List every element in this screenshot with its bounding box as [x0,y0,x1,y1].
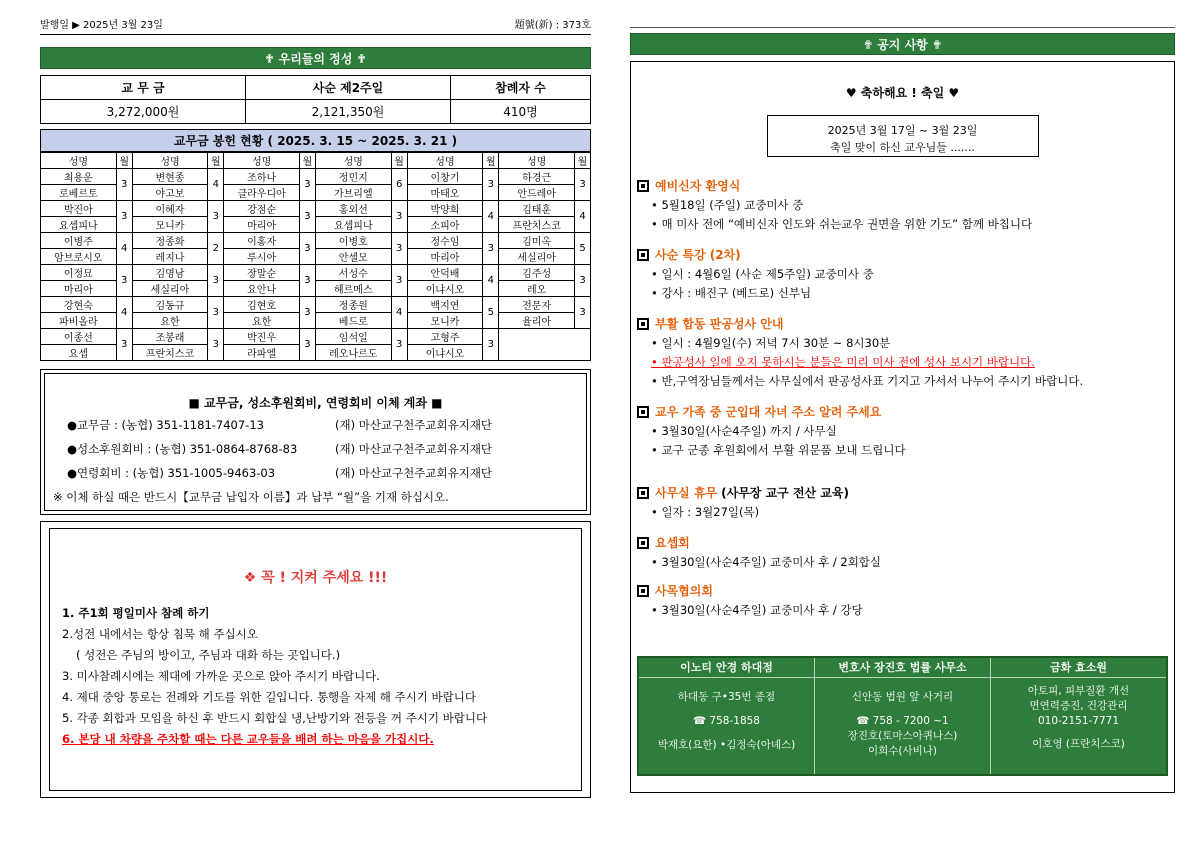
donor-korean-name: 홍외선 [315,201,391,217]
donor-baptismal-name: 레오나르도 [315,345,391,361]
donor-korean-name: 정종원 [315,297,391,313]
donor-korean-name: 서성수 [315,265,391,281]
congrats-title: ♥ 축하해요 ! 축일 ♥ [845,86,960,100]
donor-korean-name: 최용운 [41,169,117,185]
donor-baptismal-name: 요셉 [41,345,117,361]
notice-item: • 매 미사 전에 “예비신자 인도와 쉬는교우 권면을 위한 기도” 함께 바칩니다 [651,217,1033,231]
donor-baptismal-name: 파비올라 [41,313,117,329]
donor-baptismal-name: 레오 [499,281,575,297]
account-line: ●교무금 : (농협) 351-1181-7407-13 (재) 마산교구천주교회유지재단 [67,418,493,432]
donor-korean-name: 이정묘 [41,265,117,281]
notice-bar: ✟ 공지 사항 ✟ [630,33,1175,55]
donor-korean-name: 백지연 [407,297,483,313]
donor-korean-name: 김미옥 [499,233,575,249]
donor-month: 3 [299,329,315,361]
donor-month: 3 [116,169,132,201]
donor-korean-name: 임석일 [315,329,391,345]
donor-name-head: 성명 [224,153,300,169]
notice-item: • 일자 : 3월27일(목) [651,505,760,519]
donor-month: 3 [208,201,224,233]
donor-korean-name: 강점순 [224,201,300,217]
left-page [40,14,591,798]
donor-baptismal-name: 암브로시오 [41,249,117,265]
notice-item: • 강사 : 배진구 (베드로) 신부님 [651,286,812,300]
right-page [630,27,1175,793]
donor-korean-name: 박양희 [407,201,483,217]
notice-item: • 3월30일(사순4주일) 교중미사 후 / 2회합실 [651,555,882,569]
account-title: ■ 교무금, 성소후원회비, 연령회비 이체 계좌 ■ [188,396,443,410]
donor-month: 3 [116,329,132,361]
notice-item: • 3월30일(사순4주일) 교중미사 후 / 강당 [651,603,863,617]
donor-month-head: 월 [208,153,224,169]
notice-section-title: 예비신자 환영식 [637,177,1174,194]
header-divider [40,34,591,35]
donor-baptismal-name: 클라우디아 [224,185,300,201]
donor-baptismal-name: 모니카 [132,217,208,233]
donor-name-head: 성명 [499,153,575,169]
donor-baptismal-name: 세실리아 [499,249,575,265]
donor-month: 3 [299,233,315,265]
square-bullet-icon [637,487,649,499]
issue-number: 題號(新) : 373호 [514,20,591,31]
notice-section [637,484,1174,520]
donor-korean-name: 변현종 [132,169,208,185]
notice-section [637,177,1174,232]
donor-baptismal-name: 라파엘 [224,345,300,361]
donor-korean-name: 이병주 [41,233,117,249]
notice-section [637,246,1174,301]
donor-baptismal-name: 야고보 [132,185,208,201]
donor-korean-name: 정민지 [315,169,391,185]
donor-baptismal-name: 요한 [224,313,300,329]
congrats-text: 축일 맞이 하신 교우님들 ....... [830,141,975,154]
donor-month: 3 [299,265,315,297]
ad-block: 변호사 장진호 법률 사무소 신안동 법원 앞 사거리 ☎ 758 - 7200 ~1 장진호(토마스아퀴나스) 이희수(사비나) [815,658,991,774]
notice-item: • 3월30일(사순4주일) 까지 / 사무실 [651,424,837,438]
donor-month: 4 [208,169,224,201]
ad-block: 금화 효소원 아토피, 피부질환 개선 면연력증진, 건강관리 010-2151-7771 이호영 (프란치스코) [991,658,1166,774]
donor-baptismal-name: 이냐시오 [407,345,483,361]
rule-item: 3. 미사참례시에는 제대에 가까운 곳으로 앉아 주시기 바랍니다. [62,669,380,683]
notice-section-title: 교우 가족 중 군입대 자녀 주소 알려 주세요 [637,403,1174,420]
donor-month-head: 월 [483,153,499,169]
donor-baptismal-name: 프란치스코 [132,345,208,361]
donor-month: 4 [483,201,499,233]
donor-month: 6 [391,169,407,201]
donor-korean-name: 조하나 [224,169,300,185]
notice-section-title: 사목협의회 [637,582,1174,599]
donor-baptismal-name: 안셀모 [315,249,391,265]
donor-korean-name: 조봉래 [132,329,208,345]
donor-month: 3 [391,265,407,297]
donor-korean-name: 박진우 [224,329,300,345]
square-bullet-icon [637,585,649,597]
congrats-box [767,115,1039,157]
donor-month: 3 [575,297,591,329]
donor-baptismal-name: 율리아 [499,313,575,329]
donor-month: 3 [483,169,499,201]
donor-korean-name: 이창기 [407,169,483,185]
notice-frame [630,61,1175,793]
donor-month-head: 월 [299,153,315,169]
donor-korean-name: 이병호 [315,233,391,249]
donor-month: 3 [391,233,407,265]
bulletin-header [40,14,591,31]
donor-korean-name: 김주성 [499,265,575,281]
donor-month: 3 [116,201,132,233]
donor-month: 3 [299,297,315,329]
donor-month: 3 [575,169,591,201]
notice-item: • 일시 : 4월9일(수) 저녁 7시 30분 ~ 8시30분 [651,336,891,350]
account-line: ●성소후원회비 : (농협) 351-0864-8768-83 (재) 마산교구천주교회유지재단 [67,442,493,456]
notice-section [637,582,1174,618]
donor-month: 4 [575,201,591,233]
donor-table [40,152,591,361]
donor-korean-name: 하경근 [499,169,575,185]
offering-head-3: 참례자 수 [451,76,591,100]
donor-month-head: 월 [116,153,132,169]
donor-month: 3 [483,329,499,361]
donor-baptismal-name: 루시아 [224,249,300,265]
donor-baptismal-name: 로베르토 [41,185,117,201]
donor-baptismal-name: 마리아 [407,249,483,265]
notice-item: • 교구 군종 후원회에서 부활 위문품 보내 드립니다 [651,443,906,457]
donor-name-head: 성명 [41,153,117,169]
donor-baptismal-name: 요한 [132,313,208,329]
donor-baptismal-name: 베드로 [315,313,391,329]
donor-baptismal-name: 요셉피나 [41,217,117,233]
offering-head-2: 사순 제2주일 [246,76,451,100]
donor-korean-name: 정수임 [407,233,483,249]
donor-baptismal-name: 요안나 [224,281,300,297]
congrats-date: 2025년 3월 17일 ~ 3월 23일 [827,124,978,137]
donor-baptismal-name: 헤르메스 [315,281,391,297]
donor-korean-name: 강현숙 [41,297,117,313]
donor-korean-name: 김태훈 [499,201,575,217]
donor-month-head: 월 [391,153,407,169]
notice-section-title: 요셉회 [637,534,1174,551]
rule-item: 4. 제대 중앙 통로는 전례와 기도를 위한 길입니다. 통행을 자제 해 주시기 바랍니다 [62,690,476,704]
donor-baptismal-name: 프란치스코 [499,217,575,233]
donor-korean-name: 이홍자 [224,233,300,249]
notice-section [637,534,1174,570]
notice-section-title: 사무실 휴무 (사무장 교구 전산 교육) [637,484,1174,501]
offering-val-1: 3,272,000원 [41,100,246,124]
donor-month: 5 [483,297,499,329]
donor-title: 교무금 봉헌 현황 ( 2025. 3. 15 ~ 2025. 3. 21 ) [40,129,591,152]
offering-table [40,75,591,124]
donor-korean-name: 전문자 [499,297,575,313]
notice-item: • 일시 : 4월6일 (사순 제5주일) 교중미사 중 [651,267,874,281]
donor-korean-name: 김현호 [224,297,300,313]
rules-title: ❖ 꼭 ! 지켜 주세요 !!! [243,570,388,586]
offering-val-2: 2,121,350원 [246,100,451,124]
donor-korean-name [499,329,591,361]
rule-item: 1. 주1회 평일미사 참례 하기 [62,606,210,620]
issue-date: 발행일 ▶ 2025년 3월 23일 [40,20,163,31]
donor-month: 3 [208,329,224,361]
donor-korean-name: 김동규 [132,297,208,313]
donor-name-head: 성명 [315,153,391,169]
donor-month: 3 [391,329,407,361]
donor-baptismal-name: 소피아 [407,217,483,233]
donor-korean-name: 안덕배 [407,265,483,281]
donor-month: 3 [299,169,315,201]
donor-month: 3 [575,265,591,297]
donor-month: 3 [483,233,499,265]
rule-item: ( 성전은 주님의 방이고, 주님과 대화 하는 곳입니다.) [76,648,341,662]
account-note: ※ 이체 하실 때은 반드시【교무금 납입자 이름】과 납부 “월”을 기재 하십시오. [53,490,449,504]
donor-month: 4 [391,297,407,329]
square-bullet-icon [637,537,649,549]
square-bullet-icon [637,249,649,261]
donor-month: 3 [208,297,224,329]
donor-baptismal-name: 이냐시오 [407,281,483,297]
ad-block: 이노티 안경 하대점 하대동 구•35번 종점 ☎ 758-1858 박재호(요한) •김정숙(아녜스) [639,658,815,774]
donor-month: 3 [208,265,224,297]
donor-baptismal-name: 마리아 [41,281,117,297]
donor-baptismal-name: 세실리아 [132,281,208,297]
donor-korean-name: 박진아 [41,201,117,217]
donor-month-head: 월 [575,153,591,169]
square-bullet-icon [637,180,649,192]
rule-item: 6. 본당 내 차량을 주차할 때는 다른 교우들을 배려 하는 마음을 가집시다. [62,732,434,746]
donor-korean-name: 이혜자 [132,201,208,217]
donor-baptismal-name: 안드레아 [499,185,575,201]
account-line: ●연령회비 : (농협) 351-1005-9463-03 (재) 마산교구천주교회유지재단 [67,466,493,480]
rule-item: 2.성전 내에서는 항상 침묵 해 주십시오 [62,627,258,641]
rules-box [40,521,591,798]
donor-month: 4 [116,233,132,265]
notice-sections [631,177,1174,618]
donor-name-head: 성명 [407,153,483,169]
notice-item: • 5월18일 (주일) 교중미사 중 [651,198,804,212]
donor-month: 3 [116,265,132,297]
donor-baptismal-name: 모니카 [407,313,483,329]
donor-baptismal-name: 가브리엘 [315,185,391,201]
donor-baptismal-name: 레지나 [132,249,208,265]
offering-head-1: 교 무 금 [41,76,246,100]
offering-bar: ✟ 우리들의 정성 ✟ [40,47,591,69]
donor-korean-name: 김명남 [132,265,208,281]
notice-section [637,403,1174,458]
offering-val-3: 410명 [451,100,591,124]
header-divider [630,27,1175,28]
rule-item: 5. 각종 회합과 모임을 하신 후 반드시 회합실 냉,난방기와 전등을 꺼 주시기 바랍니다 [62,711,488,725]
donor-korean-name: 고형주 [407,329,483,345]
donor-baptismal-name: 마태오 [407,185,483,201]
square-bullet-icon [637,318,649,330]
notice-section [637,315,1174,389]
donor-month: 5 [575,233,591,265]
account-box [40,369,591,515]
donor-baptismal-name: 마리아 [224,217,300,233]
donor-month: 2 [208,233,224,265]
notice-item: • 판공성사 일에 오지 못하시는 분들은 미리 미사 전에 성사 보시기 바랍니다. [651,355,1035,369]
donor-month: 4 [116,297,132,329]
notice-section-title: 부활 합동 판공성사 안내 [637,315,1174,332]
donor-baptismal-name: 요셉피나 [315,217,391,233]
square-bullet-icon [637,406,649,418]
notice-item: • 반,구역장님들께서는 사무실에서 판공성사표 기지고 가서서 나누어 주시기 바랍니다. [651,374,1084,388]
notice-section-title: 사순 특강 (2차) [637,246,1174,263]
ad-panel [637,656,1168,776]
donor-month: 3 [299,201,315,233]
donor-name-head: 성명 [132,153,208,169]
donor-month: 4 [483,265,499,297]
donor-korean-name: 이종선 [41,329,117,345]
donor-korean-name: 정종화 [132,233,208,249]
donor-month: 3 [391,201,407,233]
donor-korean-name: 장말순 [224,265,300,281]
